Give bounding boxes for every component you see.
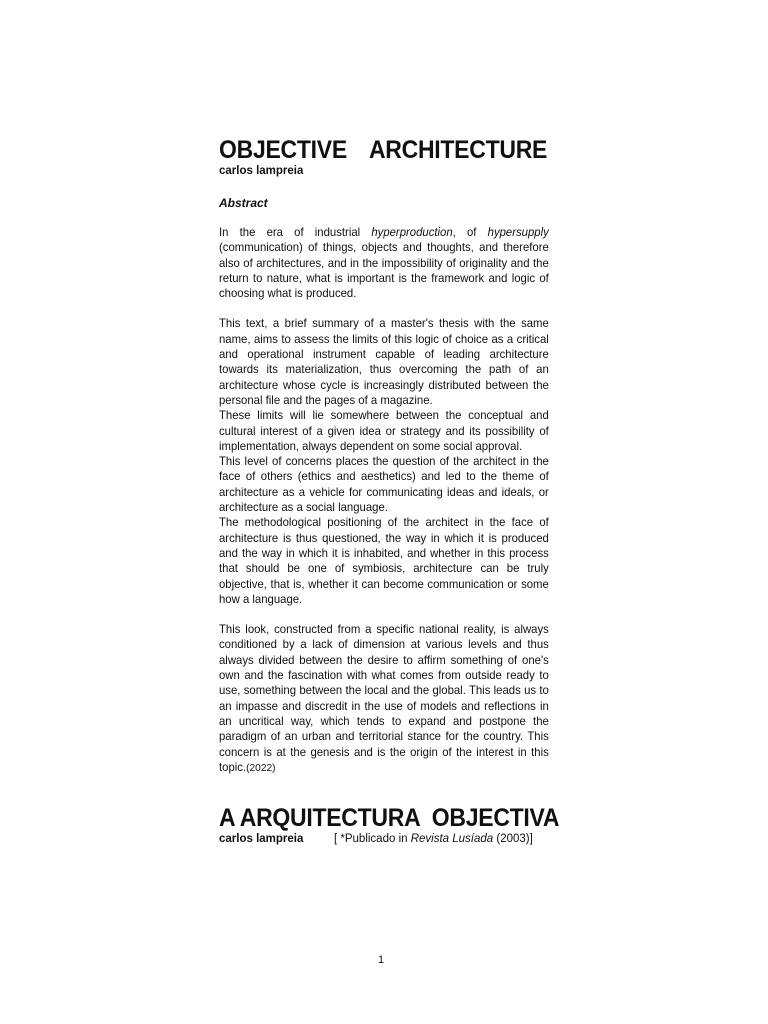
publication-pre: [ *Publicado in [334,833,411,846]
p1-text-a: In the era of industrial [219,226,372,239]
paragraph-5: The methodological positioning of the architect in the face of architecture is thus questioned, the way in which it is produced and the way in which it is inhabited, and whether in this process that should be one of symbiosis, architecture can be truly objective, that is, whether it can become communication or some how a language. [219,516,549,606]
p6-year: (2022) [246,761,276,774]
paragraph-4: This level of concerns places the question of the architect in the face of others (ethics and aesthetics) and led to the theme of architecture as a vehicle for communicating ideas and ideals, or architecture as a social language. [219,455,549,515]
title-word-2: ARCHITECTURE [368,136,548,164]
paragraph-2: This text, a brief summary of a master's thesis with the same name, aims to assess the limits of this logic of choice as a critical and operational instrument capable of leading architecture towards its materialization, thus overcoming the path of an architecture whose cycle is increasingly distributed between the personal file and the pages of a magazine. [219,317,549,407]
p1-text-c: , of [452,226,488,239]
document-page [219,136,560,846]
author-publication-line [219,832,549,846]
title-word-1: OBJECTIVE [219,136,347,164]
author-name-2: carlos lampreia [219,833,304,846]
paragraph-3: These limits will lie somewhere between the conceptual and cultural interest of a given idea or strategy and its possibility of implementation, always dependent on some social approval. [219,409,549,453]
publication-note [334,832,533,846]
p1-italic-hyperproduction: hyperproduction [371,226,453,239]
p1-italic-hypersupply: hypersupply [487,226,549,239]
page-number: 1 [378,954,385,966]
publication-post: (2003)] [493,833,533,846]
portuguese-title: A ARQUITECTURA OBJECTIVA [219,804,560,833]
publication-journal: Revista Lusíada [410,833,494,846]
paragraph-6 [219,622,549,776]
author-name: carlos lampreia [219,165,304,177]
paragraph-1 [219,225,549,301]
p6-text: This look, constructed from a specific national reality, is always conditioned by a lack of dimension at various levels and thus always divided between the desire to affirm something of one's own and the fascination with what comes from outside ready to use, something between the local and the global. This leads us to an impasse and discredit in the use of models and reflections in an uncritical way, which tends to expand and postpone the paradigm of an urban and territorial stance for the country. This concern is at the genesis and is the origin of the interest in this topic. [219,623,549,774]
abstract-heading: Abstract [219,196,268,210]
p1-text-e: (communication) of things, objects and thoughts, and therefore also of architectures, and in the impossibility of originality and the return to nature, what is important is the framework and logic of choosing what is produced. [219,241,549,301]
document-title [219,136,548,164]
